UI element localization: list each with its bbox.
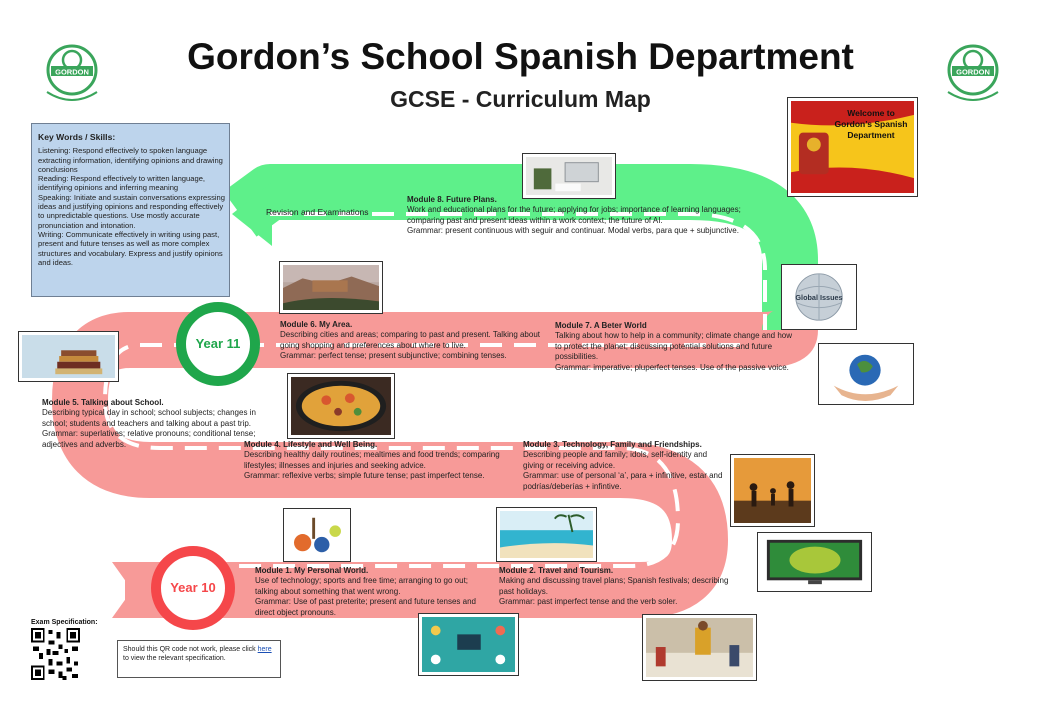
svg-text:GORDON: GORDON xyxy=(55,67,89,77)
page-title: Gordon’s School Spanish Department xyxy=(187,36,854,77)
module-3 xyxy=(523,440,728,492)
module-5-grammar: Grammar: superlatives; relative pronouns; conditional tense; adjectives and adverbs. xyxy=(42,429,256,449)
module-6-grammar: Grammar: perfect tense; present subjunctive; combining tenses. xyxy=(280,351,507,361)
svg-text:Global Issues: Global Issues xyxy=(795,292,843,302)
module-1-title: Module 1. My Personal World. xyxy=(255,566,369,575)
module-2-body: Making and discussing travel plans; Spanish festivals; describing past holidays. xyxy=(499,576,729,596)
module-1-grammar: Grammar: Use of past preterite; present and future tenses and direct object pronouns. xyxy=(255,597,476,617)
festival-image xyxy=(642,614,757,681)
module-7-title: Module 7. A Beter World xyxy=(555,321,647,330)
qr-fallback-note xyxy=(117,640,281,678)
alhambra-image xyxy=(279,261,383,314)
module-6-title: Module 6. My Area. xyxy=(280,320,353,329)
earth-in-hands-image xyxy=(818,343,914,405)
module-8-grammar: Grammar: present continuous with seguir and continuar. Modal verbs, para que + subjunctive. xyxy=(407,226,739,236)
module-6 xyxy=(280,320,542,362)
module-7-body: Talking about how to help in a community; climate change and how to protect the planet; discussing potential solutions and future possibilities. xyxy=(555,331,793,362)
qr-code[interactable] xyxy=(31,628,80,680)
module-3-grammar: Grammar: use of personal ‘a’, para + infinitive, estar and podrías/deberías + infintive. xyxy=(523,471,723,491)
skill-listening: Listening: Respond effectively to spoken language extracting information, identifying opinions and drawing conclusions xyxy=(38,146,223,174)
page-subtitle: GCSE - Curriculum Map xyxy=(390,86,651,112)
module-2-grammar: Grammar: past imperfect tense and the verb soler. xyxy=(499,597,678,607)
module-1-body: Use of technology; sports and free time; arranging to go out; talking about something that went wrong. xyxy=(255,576,469,596)
module-8-body: Work and educational plans for the future; applying for jobs; importance of learning languages; comparing past and present ideas within a work context; the future of AI. xyxy=(407,205,741,225)
welcome-text: Welcome to Gordon’s Spanish Department xyxy=(834,108,908,140)
qr-note-after: to view the relevant specification. xyxy=(123,655,226,663)
exam-spec-label: Exam Specification: xyxy=(31,619,98,626)
module-2-title: Module 2. Travel and Tourism. xyxy=(499,566,614,575)
module-3-title: Module 3. Technology, Family and Friendships. xyxy=(523,440,702,449)
key-words-box xyxy=(31,123,230,297)
revision-label: Revision and Examinations xyxy=(266,207,369,217)
module-6-body: Describing cities and areas; comparing to past and present. Talking about going shopping and preferences about where to live. xyxy=(280,330,541,350)
beach-image xyxy=(496,507,597,562)
module-4-title: Module 4. Lifestyle and Well Being. xyxy=(244,440,378,449)
technology-icons-image xyxy=(418,613,519,676)
skill-writing: Writing: Communicate effectively in writing using past, present and future tenses as well as more complex structures and vocabulary. Express and justify opinions and ideas. xyxy=(38,229,223,267)
year-10-label: Year 10 xyxy=(170,580,216,595)
paella-image xyxy=(287,373,395,439)
qr-note-before: Should this QR code not work, please click xyxy=(123,646,258,653)
books-image xyxy=(18,331,119,382)
sports-equipment-image xyxy=(283,508,351,562)
module-5 xyxy=(42,398,277,450)
module-2 xyxy=(499,566,731,608)
television-image xyxy=(757,532,872,592)
svg-text:GORDON: GORDON xyxy=(956,67,990,77)
specification-link[interactable]: here xyxy=(257,646,272,653)
module-4 xyxy=(244,440,504,482)
module-1 xyxy=(255,566,491,618)
module-4-grammar: Grammar: reflexive verbs; simple future tense; past imperfect tense. xyxy=(244,471,485,481)
skill-speaking: Speaking: Initiate and sustain conversations expressing ideas and justifying opinions and responding effectively to unpredictable questions. Use mostly accurate pronunciation and intonation. xyxy=(38,192,226,230)
year-11-label: Year 11 xyxy=(195,336,241,351)
module-4-body: Describing healthy daily routines; mealtimes and food trends; comparing lifestyles; illnesses and injuries and seeking advice. xyxy=(244,450,500,470)
module-3-body: Describing people and family; idols, self-identity and giving or receiving advice. xyxy=(523,450,708,470)
module-7 xyxy=(555,321,793,373)
family-sunset-image xyxy=(730,454,815,527)
skill-reading: Reading: Respond effectively to written language, identifying opinions and inferring meaning xyxy=(38,174,206,193)
module-7-grammar: Grammar: imperative; pluperfect tenses. Use of the passive voice. xyxy=(555,362,789,372)
desk-laptop-image xyxy=(522,153,616,199)
module-8 xyxy=(407,195,755,237)
key-words-title: Key Words / Skills: xyxy=(38,132,116,142)
module-5-title: Module 5. Talking about School. xyxy=(42,398,164,407)
module-5-body: Describing typical day in school; school subjects; changes in school; students and teachers and talking about a past trip. xyxy=(42,408,256,428)
module-8-title: Module 8. Future Plans. xyxy=(407,195,497,204)
